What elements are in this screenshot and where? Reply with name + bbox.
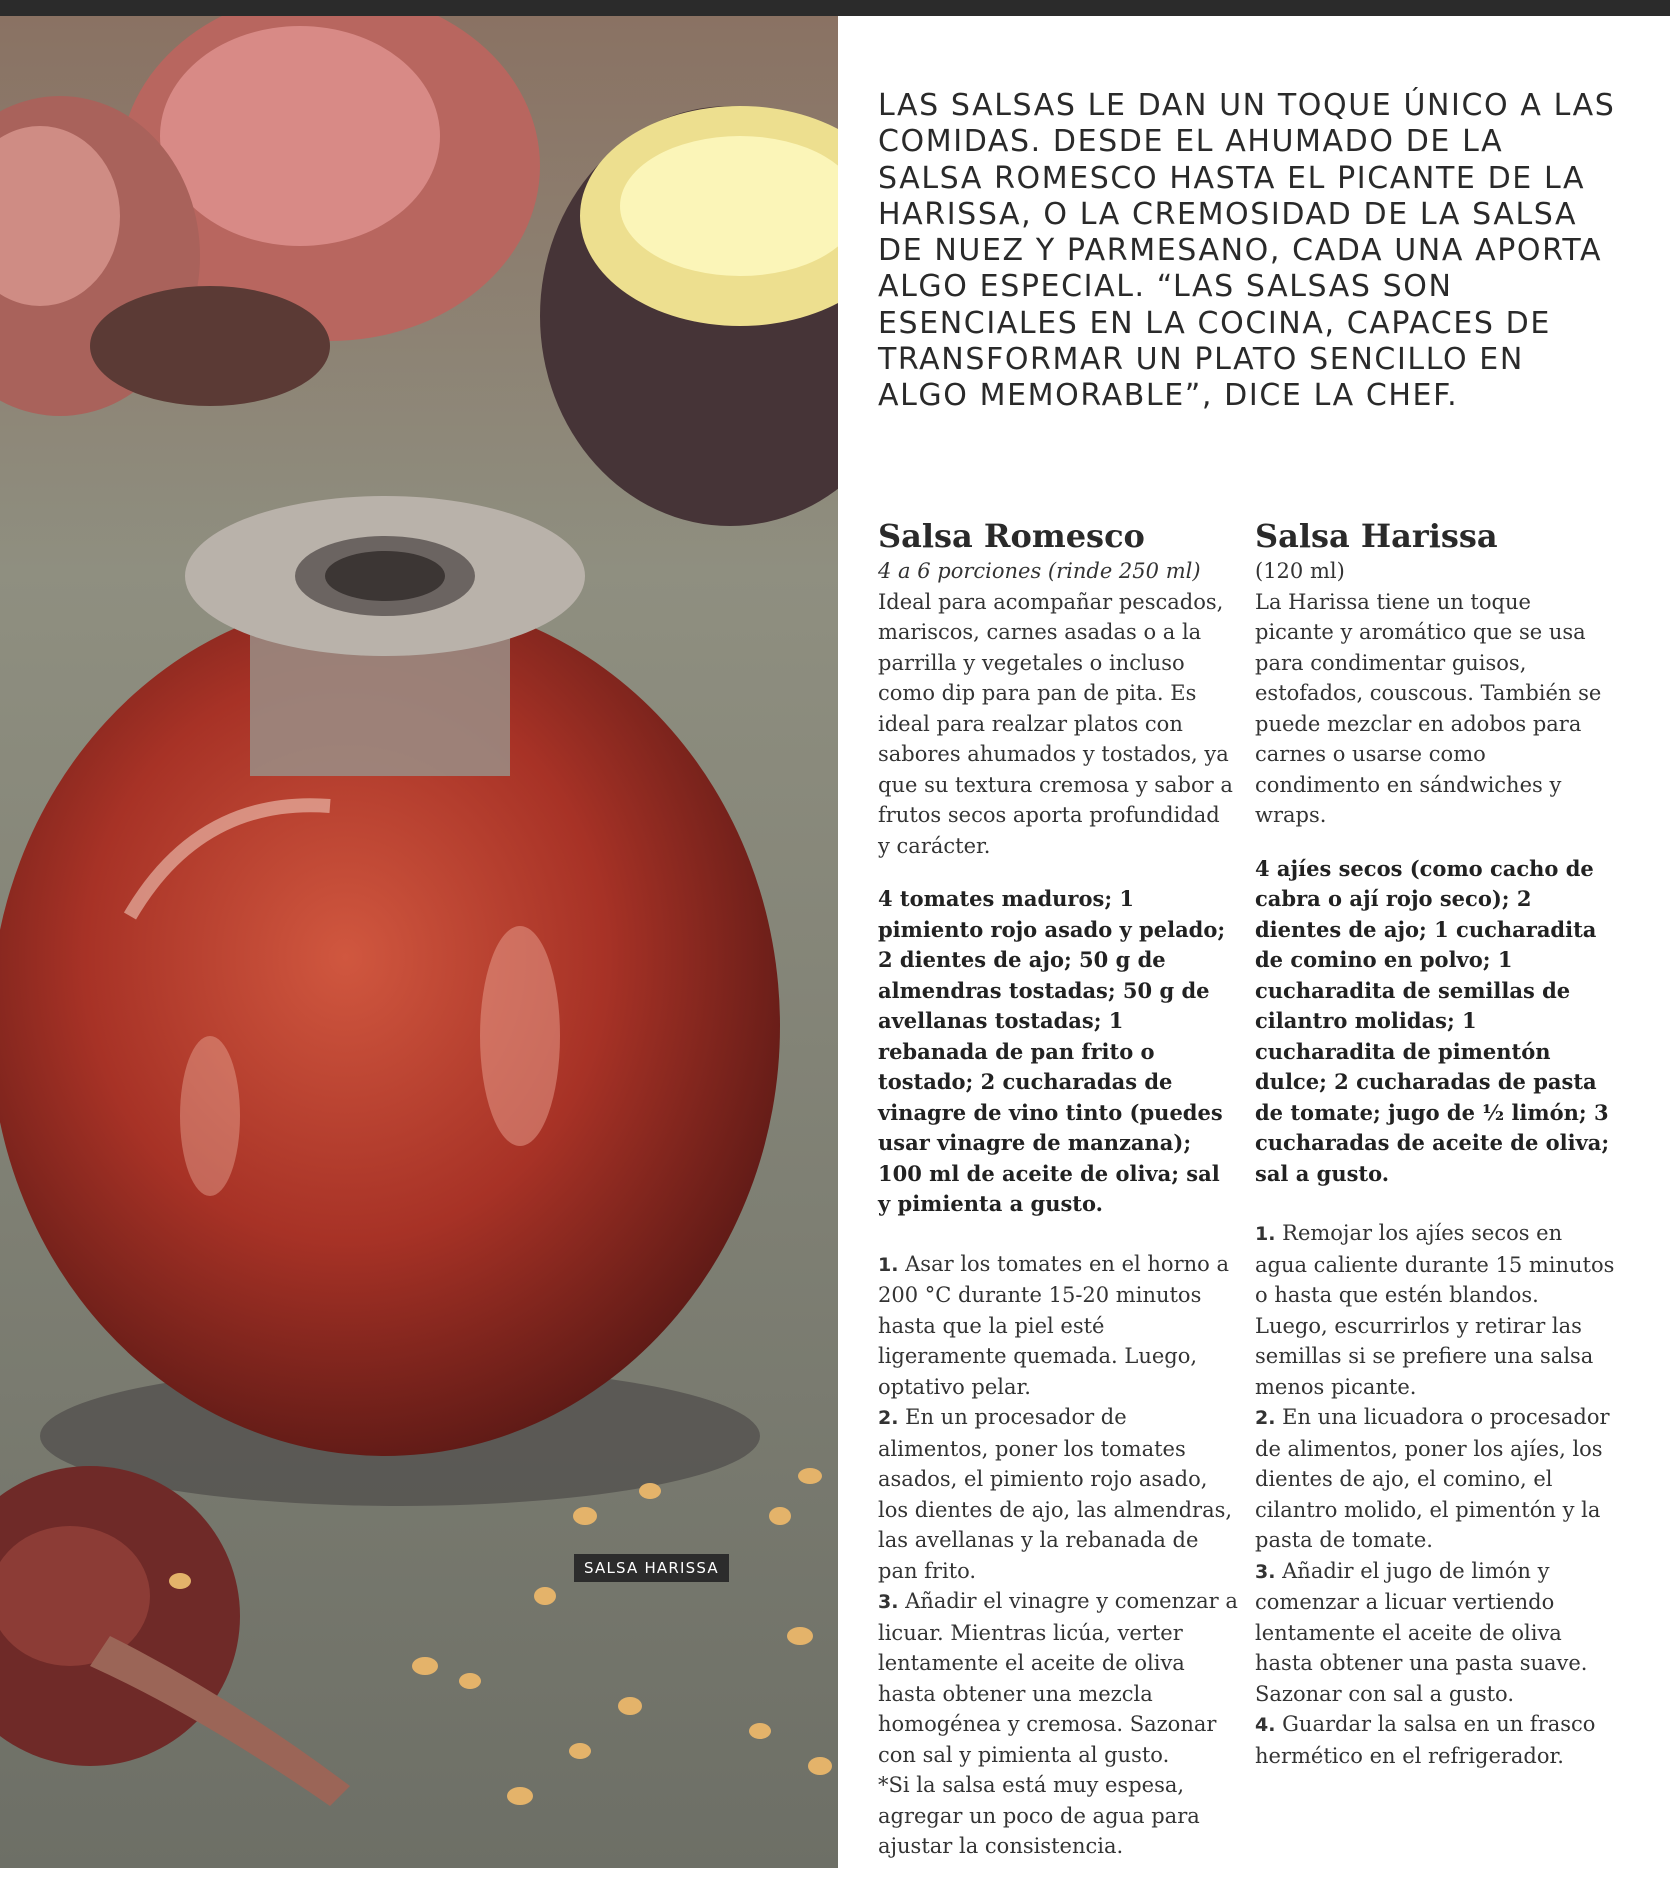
recipe-step: 3. Añadir el vinagre y comenzar a licuar. Mientras licúa, verter lentamente el aceite de oliva hasta obtener una mezcla homogénea y cremosa. Sazonar con sal y pimienta al gusto.	[878, 1589, 1238, 1767]
recipe-step: 1. Remojar los ajíes secos en agua caliente durante 15 minutos o hasta que estén blandos. Luego, escurrirlos y retirar las semillas si se prefiere una salsa menos picante.	[1255, 1221, 1615, 1399]
recipe-yield: 4 a 6 porciones (rinde 250 ml)	[878, 559, 1201, 583]
article-text	[878, 16, 1648, 1876]
recipe-step: 2. En un procesador de alimentos, poner los tomates asados, el pimiento rojo asado, los dientes de ajo, las almendras, las avellanas y la rebanada de pan frito.	[878, 1405, 1233, 1583]
top-rule	[0, 0, 1670, 16]
romesco-recipe	[878, 516, 1238, 1862]
intro-paragraph: LAS SALSAS LE DAN UN TOQUE ÚNICO A LAS COMIDAS. DESDE EL AHUMADO DE LA SALSA ROMESCO HASTA EL PICANTE DE LA HARISSA, O LA CREMOSIDAD DE LA SALSA DE NUEZ Y PARMESANO, CADA UNA APORTA ALGO ESPECIAL. “LAS SALSAS SON ESENCIALES EN LA COCINA, CAPACES DE TRANSFORMAR UN PLATO SENCILLO EN ALGO MEMORABLE”, DICE LA CHEF.	[878, 88, 1616, 414]
recipe-ingredients: 4 ajíes secos (como cacho de cabra o ají rojo seco); 2 dientes de ajo; 1 cucharadita de comino en polvo; 1 cucharadita de semillas de cilantro molidas; 1 cucharadita de pimentón dulce; 2 cucharadas de pasta de tomate; jugo de ½ limón; 3 cucharadas de aceite de oliva; sal a gusto.	[1255, 855, 1610, 1186]
harissa-recipe	[1255, 516, 1615, 1771]
recipe-step: 4. Guardar la salsa en un frasco hermético en el refrigerador.	[1255, 1712, 1596, 1768]
recipe-step: 2. En una licuadora o procesador de alimentos, poner los ajíes, los dientes de ajo, el comino, el cilantro molido, el pimentón y la pasta de tomate.	[1255, 1405, 1610, 1552]
recipe-step: 3. Añadir el jugo de limón y comenzar a licuar vertiendo lentamente el aceite de oliva hasta obtener una pasta suave. Sazonar con sal a gusto.	[1255, 1558, 1588, 1706]
recipe-ingredients: 4 tomates maduros; 1 pimiento rojo asado y pelado; 2 dientes de ajo; 50 g de almendras tostadas; 50 g de avellanas tostadas; 1 rebanada de pan frito o tostado; 2 cucharadas de vinagre de vino tinto (puedes usar vinagre de manzana); 100 ml de aceite de oliva; sal y pimienta a gusto.	[878, 886, 1226, 1216]
recipe-note: *Si la salsa está muy espesa, agregar un poco de agua para ajustar la consistencia.	[878, 1773, 1200, 1858]
recipe-description: Ideal para acompañar pescados, mariscos, carnes asadas o a la parrilla y vegetales o incluso como dip para pan de pita. Es ideal para realzar platos con sabores ahumados y tostados, ya que su textura cremosa y sabor a frutos secos aporta profundidad y carácter.	[878, 589, 1233, 858]
recipe-yield: (120 ml)	[1255, 559, 1345, 583]
recipe-title: Salsa Harissa	[1255, 517, 1498, 555]
photo-caption: SALSA HARISSA	[574, 1554, 729, 1582]
recipe-step: 1. Asar los tomates en el horno a 200 °C durante 15-20 minutos hasta que la piel esté ligeramente quemada. Luego, optativo pelar.	[878, 1251, 1229, 1399]
recipe-title: Salsa Romesco	[878, 517, 1145, 555]
salsa-harissa-photo	[0, 16, 838, 1868]
recipe-description: La Harissa tiene un toque picante y aromático que se usa para condimentar guisos, estofados, couscous. También se puede mezclar en adobos para carnes o usarse como condimento en sándwiches y wraps.	[1255, 589, 1602, 827]
